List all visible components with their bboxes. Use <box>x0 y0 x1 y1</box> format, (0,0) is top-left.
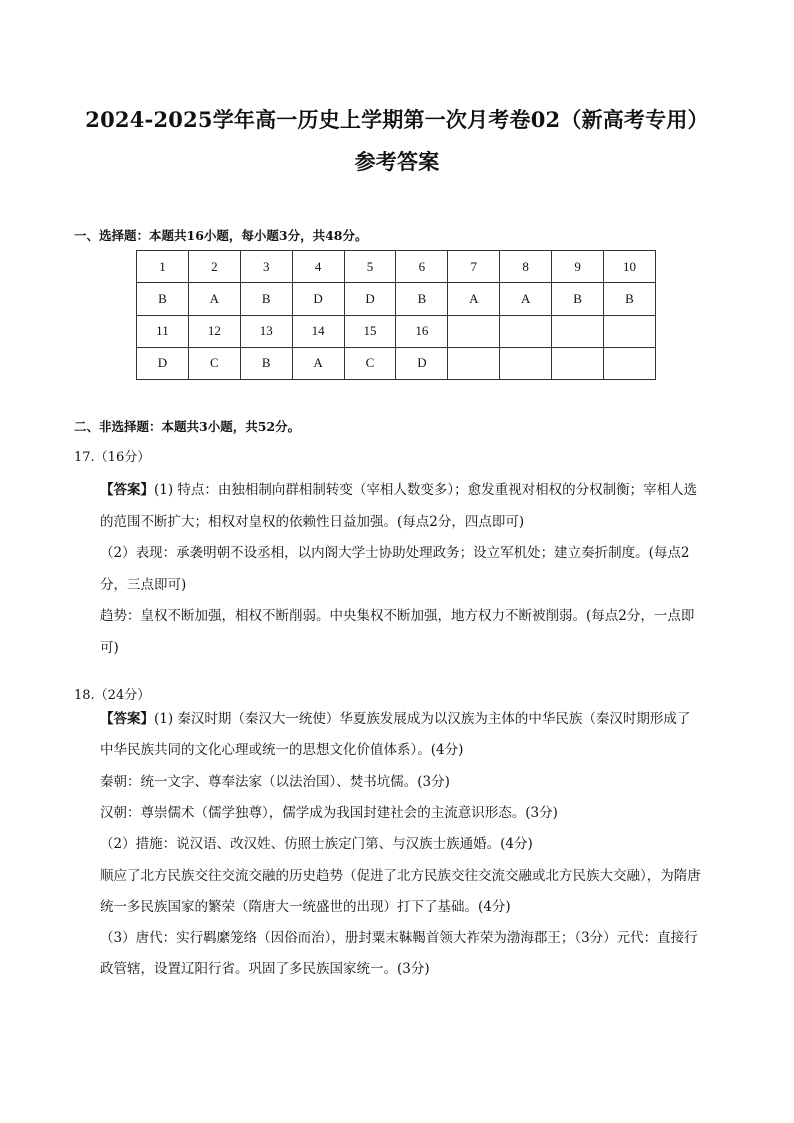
answer-line <box>100 740 725 760</box>
table-cell: B <box>604 283 656 315</box>
answer-text: （2）表现：承袭明朝不设丞相，以内阁大学士协助处理政务；设立军机处；建立奏折制度。(每点2 <box>100 545 690 561</box>
table-cell: B <box>240 347 292 379</box>
answer-line <box>100 866 725 886</box>
answer-tag: 【答案】 <box>100 482 154 498</box>
table-cell: 1 <box>137 251 189 283</box>
answer-line <box>100 959 725 979</box>
table-cell: 16 <box>396 315 448 347</box>
table-cell <box>604 347 656 379</box>
table-cell <box>604 315 656 347</box>
answer-text: 政管辖，设置辽阳行省。巩固了多民族国家统一。(3分) <box>100 961 430 978</box>
answer-line <box>100 606 725 626</box>
page-title: 2024-2025学年高一历史上学期第一次月考卷02（新高考专用） <box>85 107 709 132</box>
table-cell: D <box>396 347 448 379</box>
table-cell <box>500 315 552 347</box>
answer-line <box>100 543 725 563</box>
answer-text: 秦朝：统一文字、尊奉法家（以法治国）、焚书坑儒。(3分) <box>100 773 450 790</box>
table-cell: A <box>500 283 552 315</box>
table-cell <box>552 347 604 379</box>
answer-line <box>100 512 725 532</box>
table-cell: 2 <box>188 251 240 283</box>
table-cell: 12 <box>188 315 240 347</box>
answer-text: 中华民族共同的文化心理或统一的思想文化价值体系）。(4分) <box>100 742 464 759</box>
question-17-number: 17.（16分） <box>74 450 151 465</box>
answer-line <box>100 772 725 792</box>
answer-text: 顺应了北方民族交往交流交融的历史趋势（促进了北方民族交往交流交融或北方民族大交融），为隋唐 <box>100 867 701 884</box>
table-cell: B <box>552 283 604 315</box>
answer-text: （2）措施：说汉语、改汉姓、仿照士族定门第、与汉族士族通婚。(4分) <box>100 836 533 853</box>
answer-text: (1) 特点：由独相制向群相制转变（宰相人数变多）；愈发重视对相权的分权制衡；宰相人选 <box>154 482 698 498</box>
answer-text: （3）唐代：实行羁縻笼络（因俗而治），册封粟末靺鞨首领大祚荣为渤海郡王；（3分）元代：直接行 <box>100 930 698 947</box>
table-cell: 14 <box>292 315 344 347</box>
answer-table <box>136 250 656 380</box>
table-cell: D <box>344 283 396 315</box>
answer-line <box>100 897 725 917</box>
table-cell: D <box>292 283 344 315</box>
answer-line <box>100 803 725 823</box>
table-cell: 9 <box>552 251 604 283</box>
table-cell <box>448 347 500 379</box>
table-cell: A <box>188 283 240 315</box>
table-cell: 8 <box>500 251 552 283</box>
answer-text: 可) <box>100 639 119 656</box>
answer-text: 汉朝：尊崇儒术（儒学独尊），儒学成为我国封建社会的主流意识形态。(3分) <box>100 804 558 821</box>
table-cell: B <box>137 283 189 315</box>
answer-line <box>100 928 725 948</box>
answer-text: 分，三点即可) <box>100 576 187 593</box>
table-cell: A <box>292 347 344 379</box>
table-cell: 10 <box>604 251 656 283</box>
question-18-number: 18.（24分） <box>74 688 151 703</box>
table-cell: 11 <box>137 315 189 347</box>
table-cell: D <box>137 347 189 379</box>
table-row <box>137 251 656 283</box>
answer-line <box>100 709 725 729</box>
table-cell: C <box>344 347 396 379</box>
table-cell <box>448 315 500 347</box>
table-cell: 6 <box>396 251 448 283</box>
table-cell: 13 <box>240 315 292 347</box>
table-cell: C <box>188 347 240 379</box>
section-heading-non-choice: 二、非选择题：本题共3小题，共52分。 <box>74 419 301 434</box>
answer-text: (1) 秦汉时期（秦汉大一统使）华夏族发展成为以汉族为主体的中华民族（秦汉时期形成了 <box>154 711 691 727</box>
table-cell <box>500 347 552 379</box>
page-subtitle: 参考答案 <box>354 149 440 174</box>
table-cell: 4 <box>292 251 344 283</box>
table-row <box>137 283 656 315</box>
table-cell: 7 <box>448 251 500 283</box>
table-row <box>137 347 656 379</box>
table-row <box>137 315 656 347</box>
answer-text: 趋势：皇权不断加强，相权不断削弱。中央集权不断加强，地方权力不断被削弱。(每点2分，一点即 <box>100 608 695 624</box>
section-heading-choice: 一、选择题：本题共16小题，每小题3分，共48分。 <box>74 228 368 243</box>
answer-text: 的范围不断扩大；相权对皇权的依赖性日益加强。(每点2分，四点即可) <box>100 513 525 530</box>
table-cell: B <box>240 283 292 315</box>
answer-line <box>100 834 725 854</box>
answer-line <box>100 480 725 500</box>
table-cell: 3 <box>240 251 292 283</box>
answer-tag: 【答案】 <box>100 711 154 727</box>
answer-line <box>100 575 725 595</box>
table-cell: 15 <box>344 315 396 347</box>
table-cell: B <box>396 283 448 315</box>
table-cell: A <box>448 283 500 315</box>
answer-line <box>100 638 725 658</box>
answer-text: 统一多民族国家的繁荣（隋唐大一统盛世的出现）打下了基础。(4分) <box>100 898 511 915</box>
table-cell: 5 <box>344 251 396 283</box>
table-cell <box>552 315 604 347</box>
